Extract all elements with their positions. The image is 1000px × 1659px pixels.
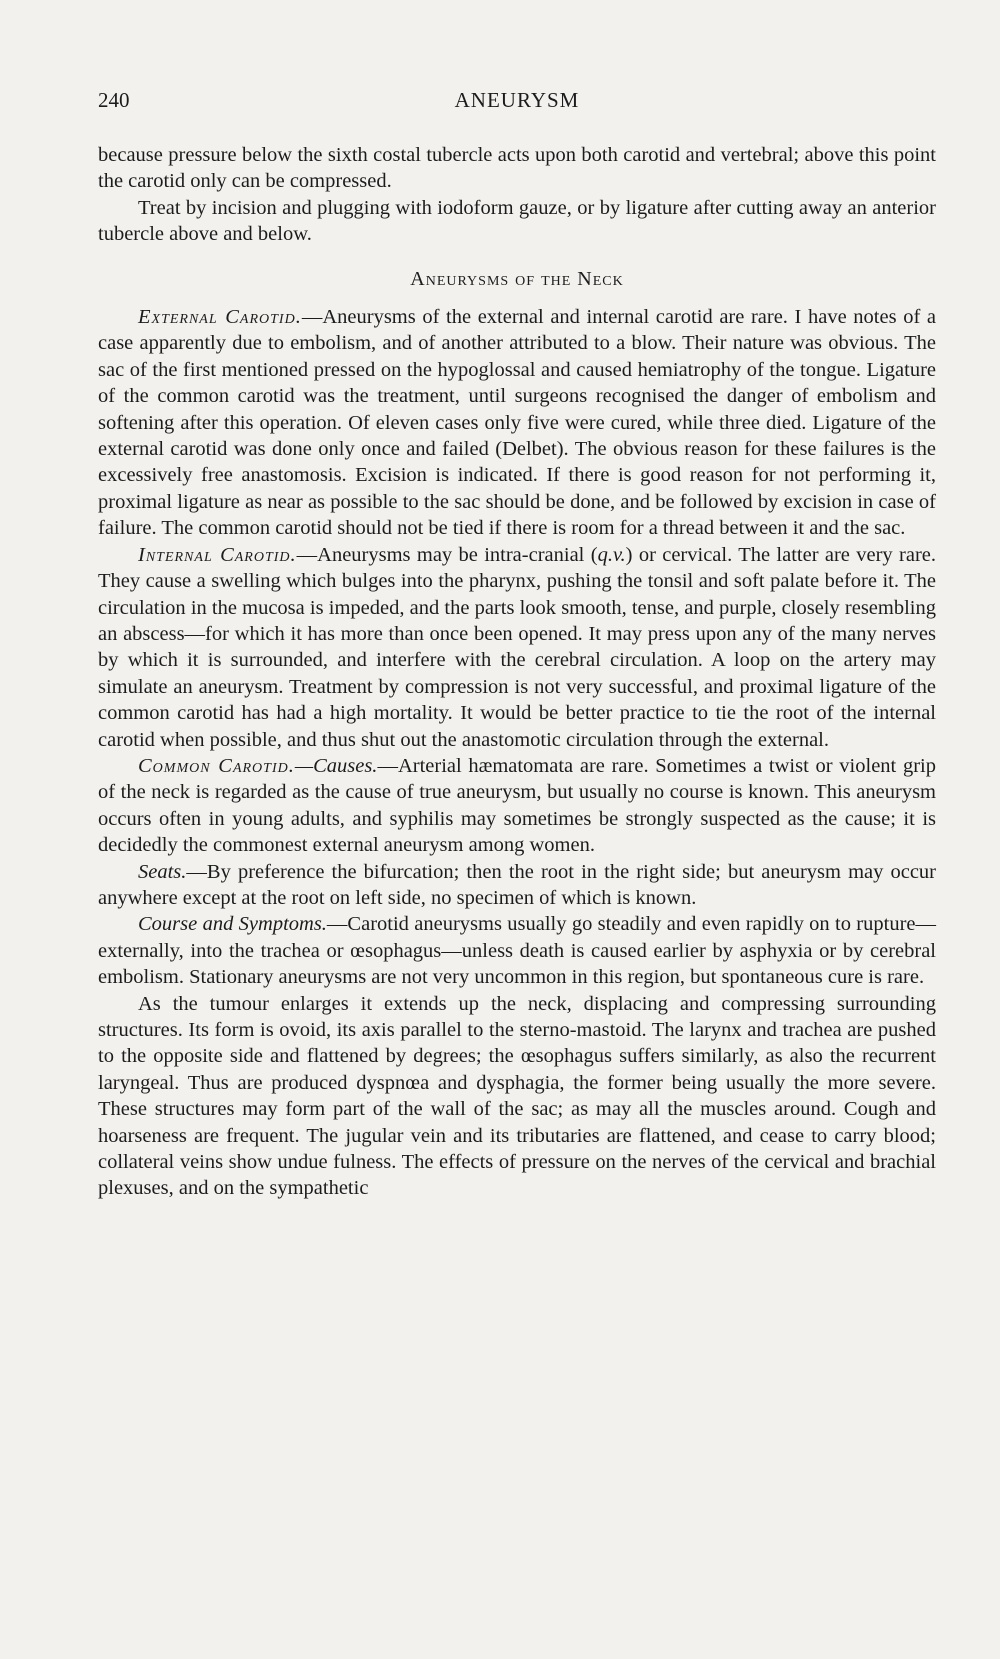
run-in-heading: Internal Carotid. [138, 543, 297, 566]
run-in-subheading: Seats. [138, 860, 187, 883]
paragraph-tumour [98, 991, 936, 1202]
cross-reference: q.v. [597, 543, 626, 566]
paragraph-text: Treat by incision and plugging with iodoform gauze, or by ligature after cutting away an anterior tubercle above and below. [98, 196, 936, 246]
paragraph-text: As the tumour enlarges it extends up the neck, displacing and compressing surrounding structures. Its form is ovoid, its axis parallel to the sterno-mastoid. The larynx and trachea are pushed to the opposite side and flattened by degrees; the œsophagus suffers similarly, as also the recurrent laryngeal. Thus are produced dyspnœa and dysphagia, the former being usually the more severe. These structures may form part of the wall of the sac; as may all the muscles around. Cough and hoarseness are frequent. The jugular vein and its tributaries are flattened, and cease to carry blood; collateral veins show undue fulness. The effects of pressure on the nerves of the cervical and brachial plexuses, and on the sympathetic [98, 992, 936, 1200]
body-text [98, 142, 936, 1202]
paragraph-text: because pressure below the sixth costal tubercle acts upon both carotid and vertebral; above this point the carotid only can be compressed. [98, 144, 936, 193]
run-in-heading: External Carotid. [138, 306, 302, 329]
paragraph-text: —Aneurysms of the external and internal carotid are rare. I have notes of a case apparently due to embolism, and of another attributed to a blow. Their nature was obvious. The sac of the first mentioned pressed on the hypoglossal and caused hemiatrophy of the tongue. Ligature of the common carotid was the treatment, until surgeons recognised the danger of embolism and softening after this operation. Of eleven cases only five were cured, while three died. Ligature of the external carotid was done only once and failed (Delbet). The obvious reason for these failures is the excessively free anastomosis. Excision is indicated. If there is good reason for not performing it, proximal ligature as near as possible to the sac should be done, and be followed by excision in case of failure. The common carotid should not be tied if there is room for a thread between it and the sac. [98, 306, 936, 540]
page-header [98, 88, 936, 118]
paragraph-continuation [98, 142, 936, 195]
paragraph-common-carotid [98, 753, 936, 859]
running-head: ANEURYSM [454, 88, 580, 112]
paragraph-text: —By preference the bifurcation; then the root in the right side; but aneurysm may occur anywhere except at the root on left side, no specimen of which is known. [98, 860, 936, 909]
page-number: 240 [98, 88, 130, 112]
paragraph-text: —Aneurysms may be intra-cranial ( [296, 543, 598, 566]
section-heading: Aneurysms of the Neck [410, 267, 624, 290]
paragraph-text: —Arterial hæmatomata are rare. Sometimes a twist or violent grip of the neck is regarded as the cause of true aneurysm, but usually no course is known. This aneurysm occurs often in young adults, and syphilis may sometimes be strongly suspected as the cause; it is decidedly the commonest external aneurysm among women. [98, 754, 936, 857]
run-in-heading: Common Carotid. [138, 754, 295, 777]
paragraph-internal-carotid [98, 542, 936, 753]
paragraph-external-carotid [98, 304, 936, 542]
paragraph-text: ) or cervical. The latter are very rare. They cause a swelling which bulges into the pharynx, pushing the tonsil and soft palate before it. The circulation in the mucosa is impeded, and the parts look smooth, tense, and purple, closely resembling an abscess—for which it has more than once been opened. It may press upon any of the many nerves by which it is surrounded, and interfere with the cerebral circulation. A loop on the artery may simulate an aneurysm. Treatment by compression is not very successful, and proximal ligature of the common carotid has had a high mortality. It would be better practice to tie the root of the internal carotid when possible, and thus shut out the anastomotic circulation through the external. [98, 543, 936, 751]
run-in-subheading: Course and Symptoms. [138, 913, 327, 936]
paragraph-treatment [98, 195, 936, 248]
paragraph-seats [98, 859, 936, 912]
paragraph-text: —Carotid aneurysms usually go steadily and even rapidly on to rupture—externally, into the trachea or œsophagus—unless death is caused earlier by asphyxia or by cerebral embolism. Stationary aneurysms are not very uncommon in this region, but spontaneous cure is rare. [98, 913, 936, 989]
run-in-subheading: —Causes. [294, 754, 378, 777]
paragraph-course-symptoms [98, 911, 936, 990]
